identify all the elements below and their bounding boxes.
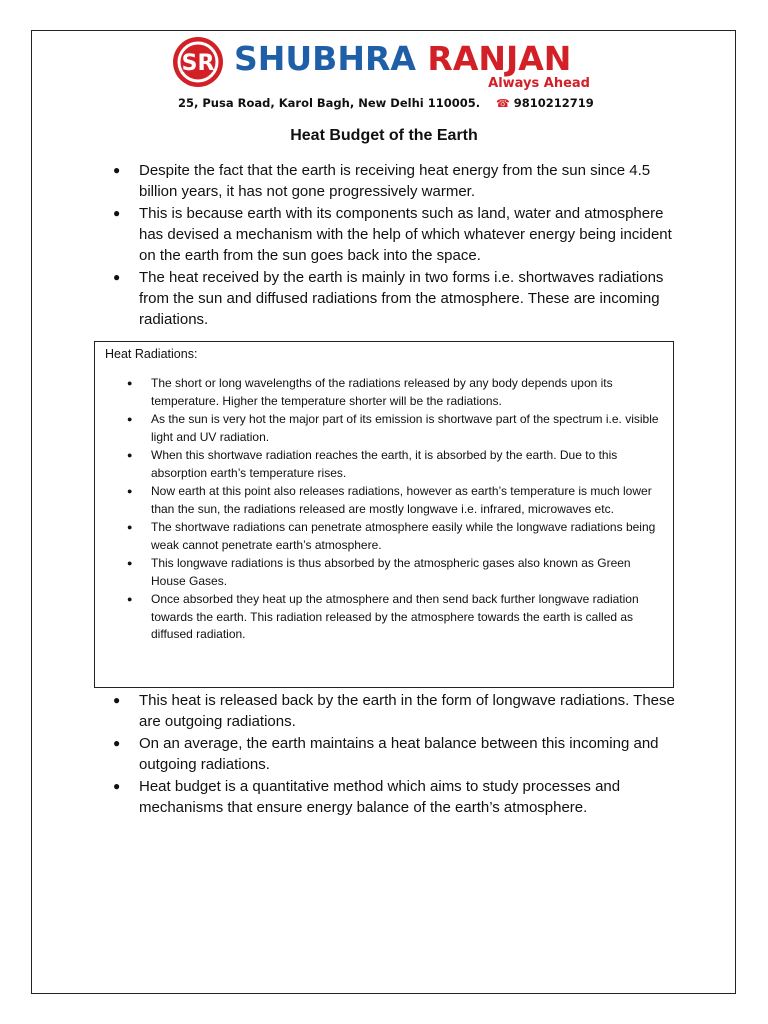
phone-icon: ☎ xyxy=(496,97,510,110)
bullet-icon: ● xyxy=(127,414,133,424)
brand-first-word: SHUBHRA xyxy=(234,39,416,78)
list-item: ● As the sun is very hot the major part of its emission is shortwave part of the spectrum i.e. visible light and UV radiation. xyxy=(127,412,659,444)
list-item: ● On an average, the earth maintains a heat balance between this incoming and outgoing radiations. xyxy=(113,735,659,773)
bullet-icon: ● xyxy=(127,558,133,568)
list-item: ● Despite the fact that the earth is receiving heat energy from the sun since 4.5 billion years, it has not gone progressively warmer. xyxy=(113,162,651,200)
heat-radiations-box xyxy=(94,341,674,688)
list-item: ● When this shortwave radiation reaches the earth, it is absorbed by the earth. Due to this absorption earth’s temperature rises. xyxy=(127,448,618,480)
bullet-icon: ● xyxy=(113,163,121,177)
list-item: ● The heat received by the earth is mainly in two forms i.e. shortwaves radiations from the sun and diffused radiations from the atmosphere. These are incoming radiations. xyxy=(113,269,664,328)
closing-list xyxy=(113,690,683,819)
bullet-icon: ● xyxy=(127,594,133,604)
phone-number xyxy=(496,96,594,110)
phone-value: 9810212719 xyxy=(513,96,594,110)
list-item: ● Now earth at this point also releases radiations, however as earth’s temperature is much lower than the sun, the radiations released are mostly longwave i.e. infrared, microwaves etc. xyxy=(127,484,652,516)
list-item: ● The shortwave radiations can penetrate atmosphere easily while the longwave radiations being weak cannot penetrate earth’s atmosphere. xyxy=(127,520,656,552)
bullet-icon: ● xyxy=(113,206,121,220)
intro-list xyxy=(113,160,683,331)
tagline: Always Ahead xyxy=(488,76,590,91)
logo-letters: SR xyxy=(181,51,215,76)
list-item: ● This heat is released back by the earth in the form of longwave radiations. These are outgoing radiations. xyxy=(113,692,675,730)
bullet-icon: ● xyxy=(113,693,121,707)
bullet-icon: ● xyxy=(113,736,121,750)
page-title: Heat Budget of the Earth xyxy=(290,127,478,144)
list-item: ● Once absorbed they heat up the atmosphere and then send back further longwave radiation towards the earth. This radiation released by the atmosphere towards the earth is called as diffused radiation. xyxy=(127,592,639,641)
bullet-icon: ● xyxy=(113,270,121,284)
list-item: ● This is because earth with its components such as land, water and atmosphere has devised a mechanism with the help of which whatever energy being incident on the earth from the sun goes back into the space. xyxy=(113,205,672,264)
list-item: ● Heat budget is a quantitative method which aims to study processes and mechanisms that ensure energy balance of the earth’s atmosphere. xyxy=(113,778,621,816)
box-list xyxy=(127,375,667,645)
list-item: ● The short or long wavelengths of the radiations released by any body depends upon its temperature. Higher the temperature shorter will be the radiations. xyxy=(127,376,613,408)
brand-second-word: RANJAN xyxy=(427,39,572,78)
bullet-icon: ● xyxy=(127,486,133,496)
bullet-icon: ● xyxy=(127,378,133,388)
bullet-icon: ● xyxy=(113,779,121,793)
bullet-icon: ● xyxy=(127,522,133,532)
brand-name xyxy=(234,39,571,79)
letterhead xyxy=(160,33,610,121)
box-heading: Heat Radiations: xyxy=(105,347,198,361)
list-item: ● This longwave radiations is thus absorbed by the atmospheric gases also known as Green House Gases. xyxy=(127,556,631,588)
logo-icon xyxy=(172,36,224,88)
bullet-icon: ● xyxy=(127,450,133,460)
address: 25, Pusa Road, Karol Bagh, New Delhi 110005. xyxy=(178,96,481,110)
